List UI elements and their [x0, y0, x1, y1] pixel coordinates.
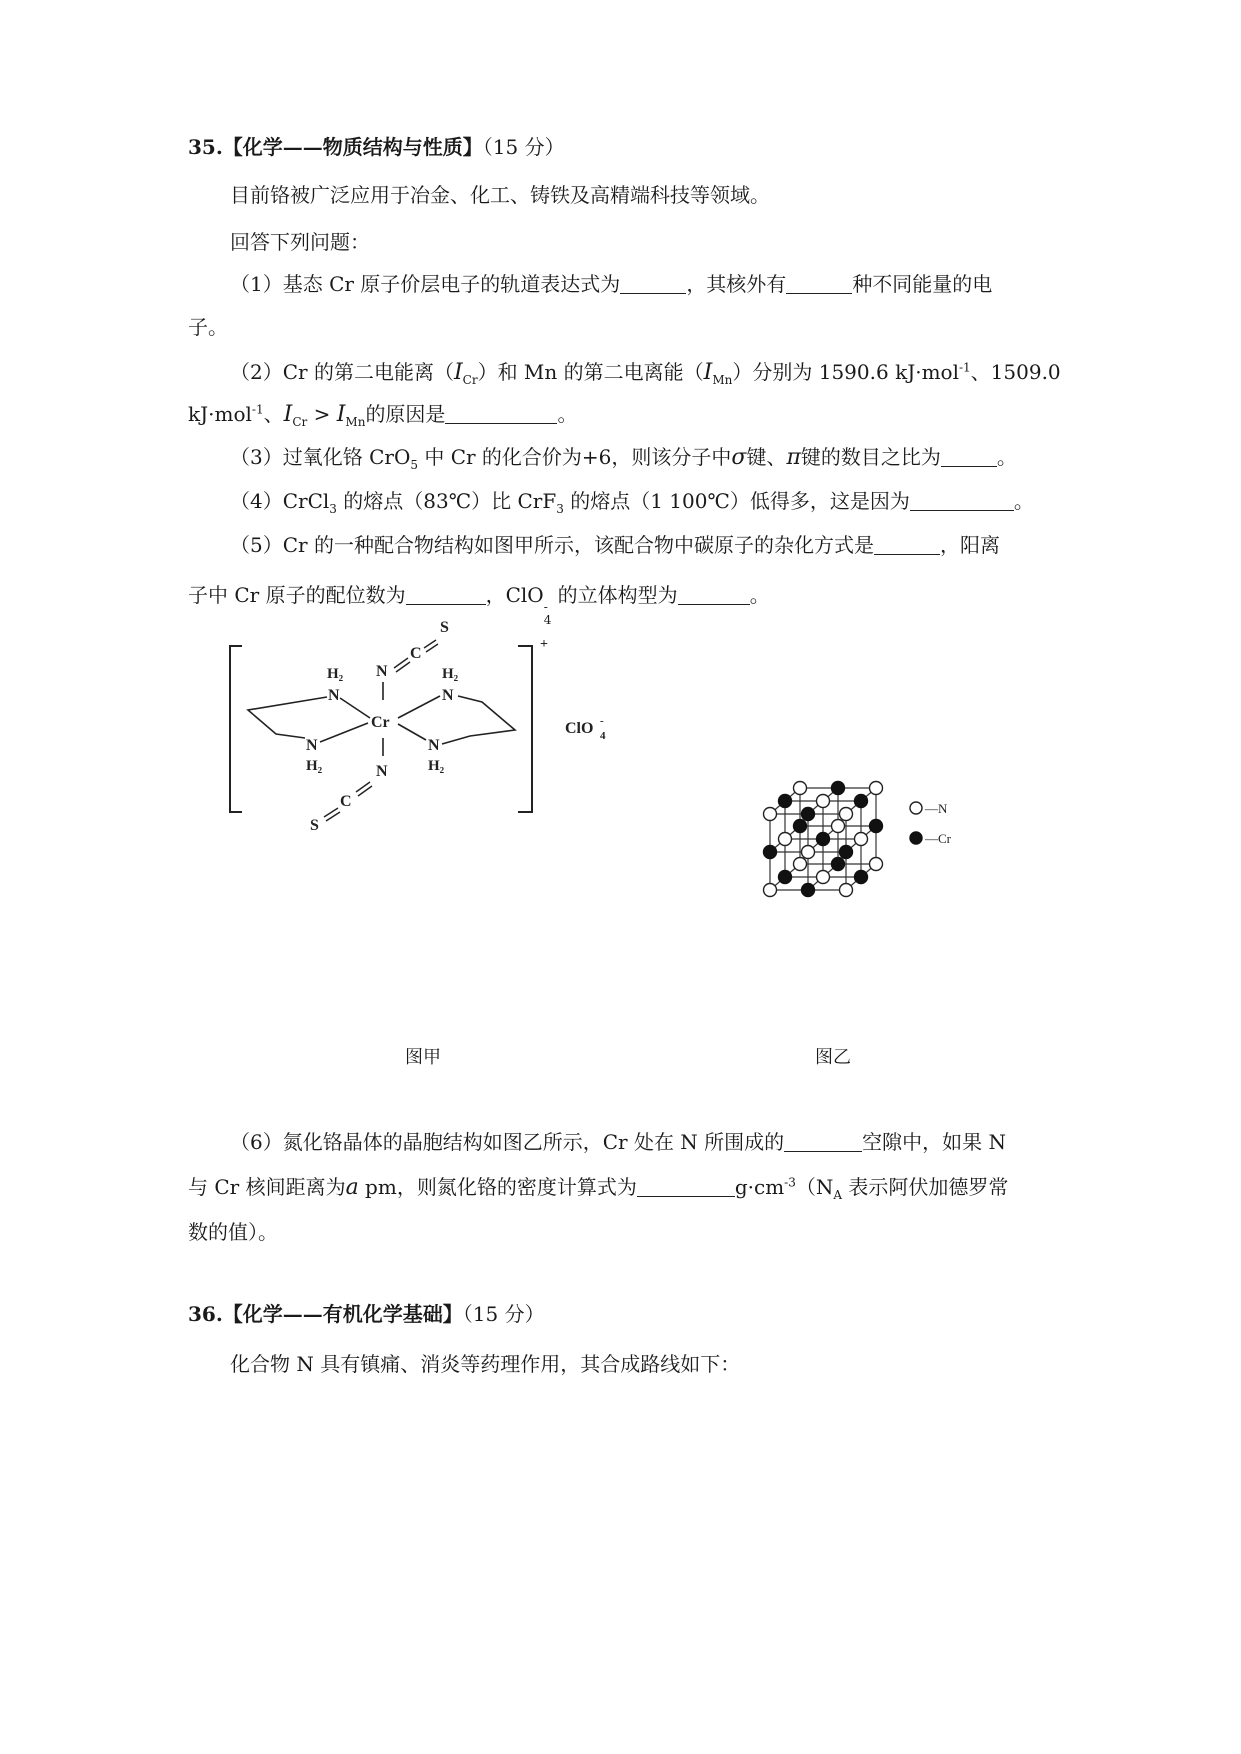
cr-atom-marker	[855, 795, 868, 808]
answer-blank[interactable]	[406, 586, 486, 605]
n-atom-marker	[855, 833, 868, 846]
figure-jia-label: 图甲	[405, 1047, 441, 1068]
charge-plus: +	[540, 637, 548, 652]
unit-cell	[764, 782, 883, 897]
n-lower-left: N	[306, 737, 318, 754]
h2-lower-right: H₂	[428, 758, 445, 774]
legend-n-marker	[910, 802, 922, 814]
s-top: S	[440, 619, 449, 636]
answer-blank[interactable]	[784, 1133, 862, 1152]
n-atom-marker	[779, 833, 792, 846]
n-atom-marker	[870, 782, 883, 795]
cr-atom-marker	[802, 808, 815, 821]
cr-atom-marker	[832, 782, 845, 795]
cr-atom-marker	[794, 820, 807, 833]
cr-atom-marker	[764, 846, 777, 859]
n-atom-marker	[840, 884, 853, 897]
n-atom-marker	[817, 795, 830, 808]
c-bottom: C	[340, 793, 352, 810]
q35-score: （15 分）	[482, 135, 565, 159]
cr-atom-marker	[840, 846, 853, 859]
answer-blank[interactable]	[874, 536, 940, 555]
legend-n: —N	[925, 801, 948, 816]
legend-cr-marker	[910, 832, 922, 844]
q35-part1-cont: 子。	[188, 315, 228, 339]
q35-part1: （1）基态 Cr 原子价层电子的轨道表达式为 ，其核外有 种不同能量的电	[230, 272, 993, 296]
bracket-left	[230, 646, 242, 812]
n-atom-marker	[794, 858, 807, 871]
n-bottom: N	[376, 763, 388, 780]
n-upper-left: N	[328, 687, 340, 704]
figure-yi-crystal	[760, 760, 990, 910]
answer-blank[interactable]	[910, 492, 1014, 511]
h2-upper-left: H₂	[327, 666, 344, 682]
legend-cr: —Cr	[925, 831, 951, 846]
cr-atom-marker	[779, 795, 792, 808]
n-atom-marker	[832, 820, 845, 833]
cr-atom-marker	[802, 884, 815, 897]
figure-jia-complex	[220, 610, 640, 840]
bracket-right	[518, 646, 532, 812]
answer-blank[interactable]	[637, 1178, 735, 1197]
n-upper-right: N	[442, 687, 454, 704]
q35-number: 35.	[188, 135, 223, 159]
n-atom-marker	[840, 808, 853, 821]
svg-text:4: 4	[600, 730, 606, 742]
q35-prompt: 回答下列问题：	[230, 230, 370, 254]
answer-blank[interactable]	[941, 448, 997, 467]
svg-text:-: -	[600, 715, 604, 727]
n-lower-right: N	[428, 737, 440, 754]
q36-heading: 【化学——有机化学基础】	[222, 1302, 463, 1326]
s-bottom: S	[310, 817, 319, 834]
q35-part6-cont: 与 Cr 核间距离为a pm，则氮化铬的密度计算式为 $g\cdot cm^{-3}(N_A$ 表示阿伏加德罗常	[188, 1175, 1009, 1202]
n-atom-marker	[802, 846, 815, 859]
answer-blank[interactable]	[620, 275, 686, 294]
cr-atom-marker	[817, 833, 830, 846]
q36-score: （15 分）	[462, 1302, 545, 1326]
q35-part3: （3）过氧化铬 CrO$_5$ 中 Cr 的化合价为+6，则该分子中σ键、π键的数目之比为 。	[230, 445, 1017, 472]
cr-atom-marker	[855, 871, 868, 884]
q35-part2-cont: kJ·mol$^{-1}$、$I_{Cr} > I_{Mn}$的原因是 。	[188, 402, 578, 429]
cr-atom: Cr	[371, 714, 390, 731]
answer-blank[interactable]	[445, 405, 557, 424]
q35-part5: （5）Cr 的一种配合物结构如图甲所示，该配合物中碳原子的杂化方式是 ，阳离	[230, 533, 1000, 557]
n-atom-marker	[764, 808, 777, 821]
cr-atom-marker	[870, 820, 883, 833]
c-top: C	[410, 645, 422, 662]
n-atom-marker	[794, 782, 807, 795]
figure-yi-label: 图乙	[815, 1047, 851, 1068]
q35-part2: （2）Cr 的第二电能离$(I_{Cr})$和 Mn 的第二电离能$(I_{Mn})$分别为 1590.6 kJ·mol$^{-1}$、1509.0	[230, 360, 1061, 387]
q36-title	[188, 1302, 545, 1326]
n-atom-marker	[764, 884, 777, 897]
q35-heading: 【化学——物质结构与性质】	[222, 135, 483, 159]
answer-blank[interactable]	[678, 586, 750, 605]
anion-clo4: ClO	[565, 720, 594, 737]
h2-upper-right: H₂	[442, 666, 459, 682]
q36-intro: 化合物 N 具有镇痛、消炎等药理作用，其合成路线如下：	[230, 1352, 741, 1376]
q35-title	[188, 135, 565, 159]
h2-lower-left: H₂	[306, 758, 323, 774]
cr-atom-marker	[779, 871, 792, 884]
q35-part6-end: 数的值）。	[188, 1220, 278, 1244]
n-atom-marker	[817, 871, 830, 884]
answer-blank[interactable]	[786, 275, 852, 294]
n-atom-marker	[870, 858, 883, 871]
n-top: N	[376, 663, 388, 680]
q35-part6: （6）氮化铬晶体的晶胞结构如图乙所示，Cr 处在 N 所围成的 空隙中，如果 N	[230, 1130, 1007, 1154]
q35-part4: （4）CrCl$_3$ 的熔点（83℃）比 CrF$_3$ 的熔点（1 100℃）低得多，这是因为 。	[230, 489, 1034, 516]
q35-intro: 目前铬被广泛应用于冶金、化工、铸铁及高精端科技等领域。	[230, 183, 770, 207]
q35-part5-cont: 子中 Cr 原子的配位数为 ，ClO - 4 的立体构型为 。	[188, 583, 770, 627]
q36-number: 36.	[188, 1302, 223, 1326]
cr-atom-marker	[832, 858, 845, 871]
